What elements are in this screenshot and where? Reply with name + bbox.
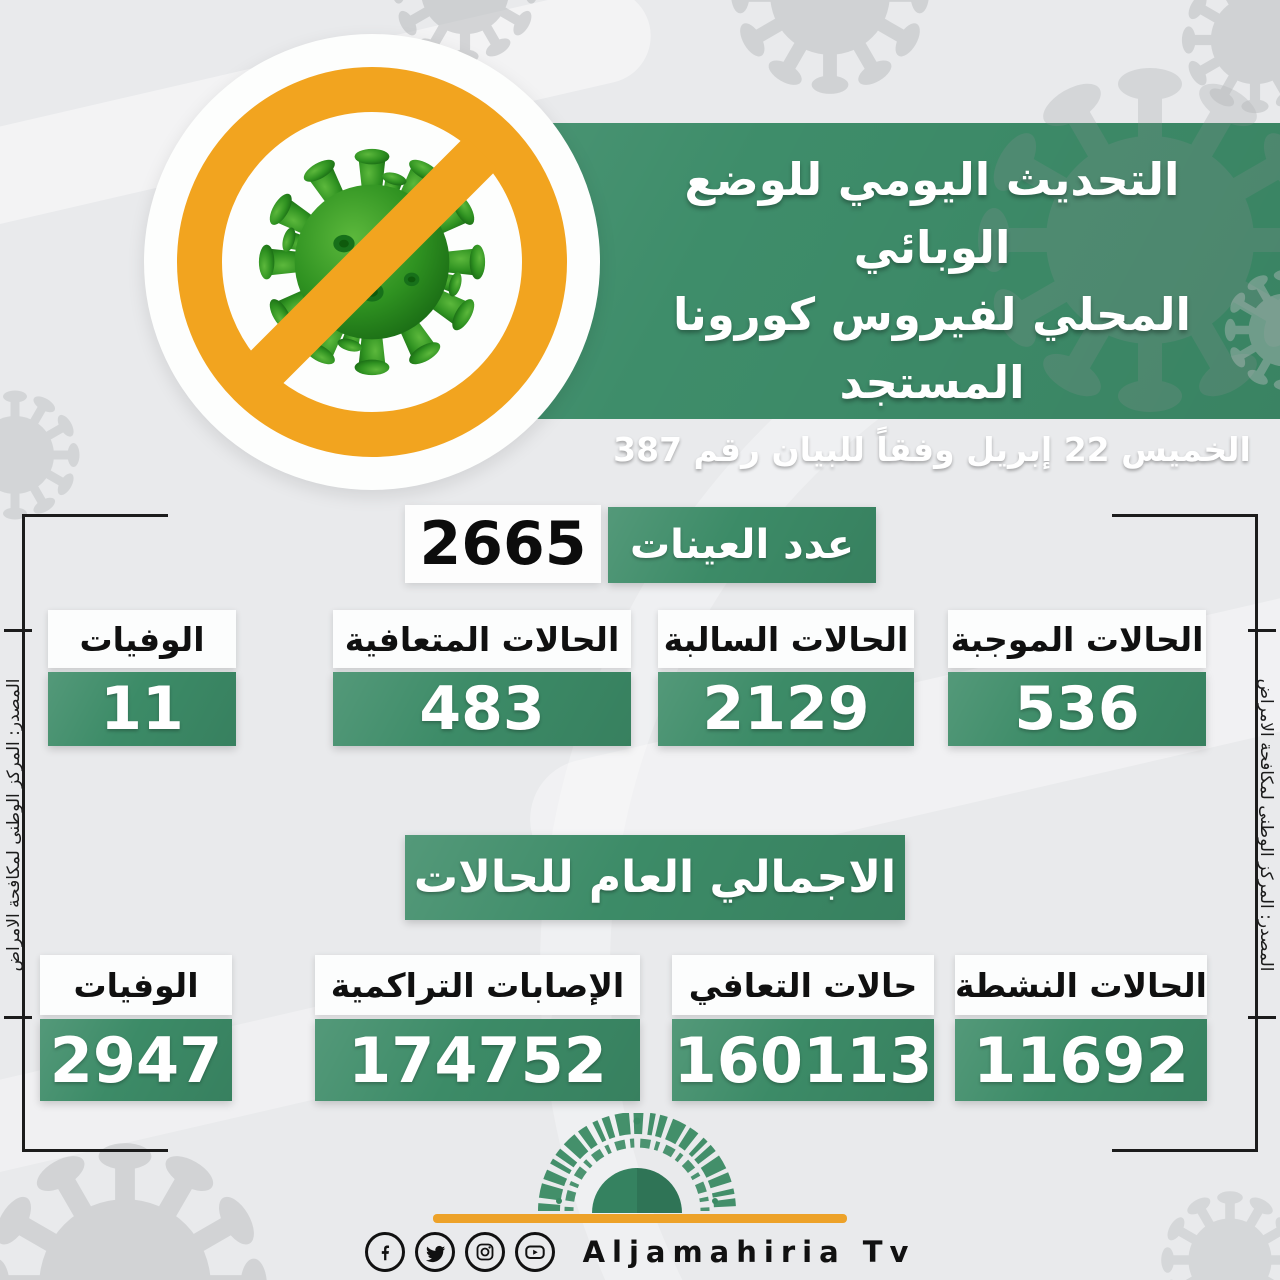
footer-orange-bar xyxy=(433,1214,847,1223)
stat-card-active-cases xyxy=(955,955,1207,1101)
stat-card-positive-cases xyxy=(948,610,1206,746)
stat-label: الوفيات xyxy=(48,610,236,668)
stat-value: 160113 xyxy=(672,1019,934,1101)
title-line-2: المحلي لفيروس كورونا المستجد xyxy=(673,288,1191,409)
samples-label: عدد العينات xyxy=(608,507,876,583)
stat-label: الحالات الموجبة xyxy=(948,610,1206,668)
title-line-1: التحديث اليومي للوضع الوبائي xyxy=(684,153,1180,274)
stat-value: 11 xyxy=(48,672,236,746)
stat-card-negative-cases xyxy=(658,610,914,746)
header-title-block xyxy=(610,146,1254,469)
stat-label: الحالات المتعافية xyxy=(333,610,631,668)
youtube-icon xyxy=(515,1232,555,1272)
stat-label: الإصابات التراكمية xyxy=(315,955,640,1015)
stat-label: الحالات السالبة xyxy=(658,610,914,668)
totals-header: الاجمالي العام للحالات xyxy=(405,835,905,920)
footer-social-row xyxy=(0,1232,1280,1272)
stat-card-deaths-daily xyxy=(48,610,236,746)
aljamahiria-logo xyxy=(537,1113,737,1213)
twitter-icon xyxy=(415,1232,455,1272)
title-subtitle: الخميس 22 إبريل وفقاً للبيان رقم 387 xyxy=(613,430,1251,469)
virus-watermark xyxy=(0,380,90,530)
source-note-right: المصدر: المركز الوطني لمكافحة الامراض xyxy=(1256,678,1276,972)
facebook-icon xyxy=(365,1232,405,1272)
stat-value: 536 xyxy=(948,672,1206,746)
channel-name: Aljamahiria Tv xyxy=(582,1235,916,1269)
stat-card-cumulative-infections xyxy=(315,955,640,1101)
stat-card-recovered-cases xyxy=(333,610,631,746)
stat-card-deaths-total xyxy=(40,955,232,1101)
stat-value: 11692 xyxy=(955,1019,1207,1101)
instagram-icon xyxy=(465,1232,505,1272)
virus-watermark xyxy=(1170,0,1280,125)
stat-label: الحالات النشطة xyxy=(955,955,1207,1015)
stat-card-total-recoveries xyxy=(672,955,934,1101)
stat-value: 2947 xyxy=(40,1019,232,1101)
virus-watermark xyxy=(715,0,945,110)
source-note-left: المصدر: المركز الوطني لمكافحة الامراض xyxy=(4,678,24,972)
stat-label: حالات التعافي xyxy=(672,955,934,1015)
stat-label: الوفيات xyxy=(40,955,232,1015)
stat-value: 2129 xyxy=(658,672,914,746)
stat-value: 174752 xyxy=(315,1019,640,1101)
samples-value: 2665 xyxy=(405,505,601,583)
stat-value: 483 xyxy=(333,672,631,746)
